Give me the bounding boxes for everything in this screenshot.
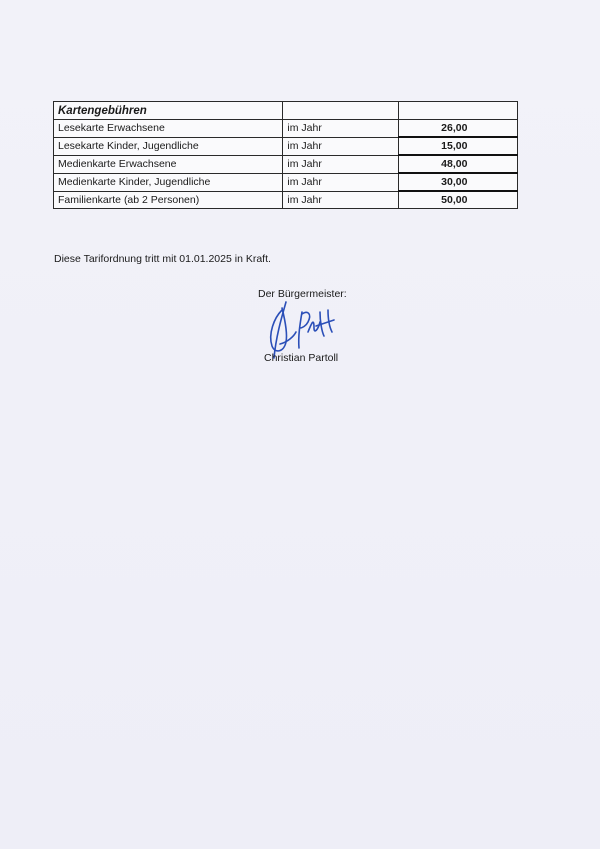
table-row xyxy=(54,155,518,173)
fee-unit: im Jahr xyxy=(283,120,399,138)
fee-unit: im Jahr xyxy=(283,173,399,191)
signatory-title: Der Bürgermeister: xyxy=(258,288,347,300)
signature-block xyxy=(258,288,398,378)
table-header-empty-cell xyxy=(283,102,399,120)
fee-price: 30,00 xyxy=(399,173,518,191)
fee-name: Familienkarte (ab 2 Personen) xyxy=(54,191,283,209)
effective-date-note: Diese Tarifordnung tritt mit 01.01.2025 in Kraft. xyxy=(54,253,271,265)
fee-name: Medienkarte Erwachsene xyxy=(54,155,283,173)
table-row xyxy=(54,137,518,155)
table-row xyxy=(54,173,518,191)
table-header-empty-cell xyxy=(399,102,518,120)
fee-price: 48,00 xyxy=(399,155,518,173)
table-row xyxy=(54,120,518,138)
fee-unit: im Jahr xyxy=(283,155,399,173)
fee-name: Lesekarte Kinder, Jugendliche xyxy=(54,137,283,155)
fee-name: Lesekarte Erwachsene xyxy=(54,120,283,138)
fee-price: 50,00 xyxy=(399,191,518,209)
fee-price: 15,00 xyxy=(399,137,518,155)
signatory-name: Christian Partoll xyxy=(264,352,339,364)
table-header-row xyxy=(54,102,518,120)
fee-unit: im Jahr xyxy=(283,137,399,155)
table-header: Kartengebühren xyxy=(54,102,283,120)
table-row xyxy=(54,191,518,209)
fee-name: Medienkarte Kinder, Jugendliche xyxy=(54,173,283,191)
fee-price: 26,00 xyxy=(399,120,518,138)
fee-table xyxy=(53,101,518,209)
fee-unit: im Jahr xyxy=(283,191,399,209)
